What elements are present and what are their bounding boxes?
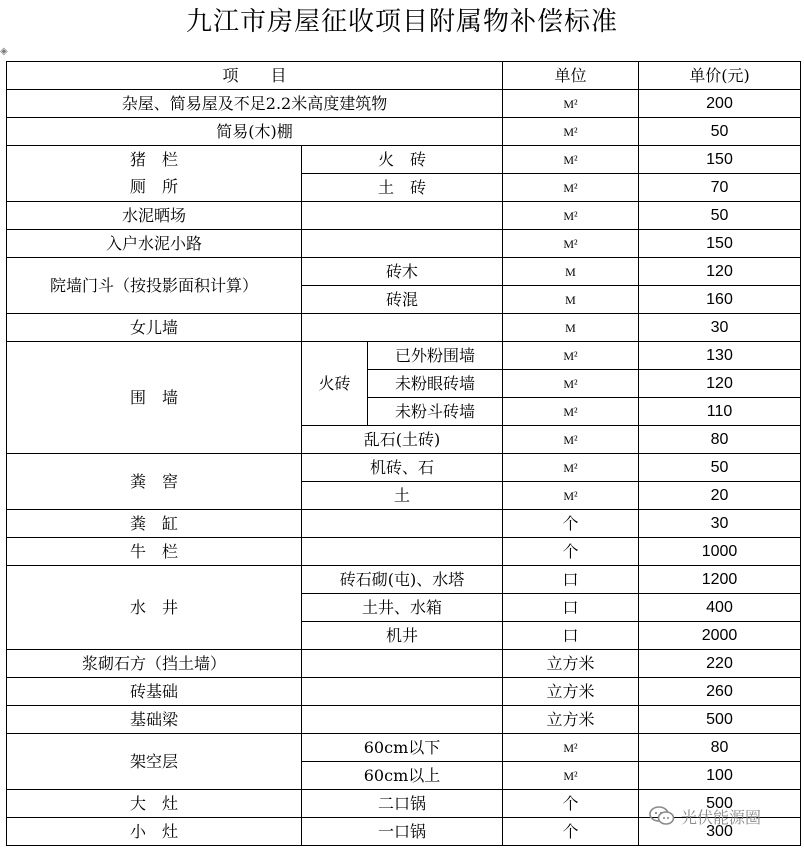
unit-cell: M² [503,342,639,370]
price-cell: 50 [639,118,801,146]
sub-cell: 砖混 [302,286,503,314]
unit-cell: M² [503,118,639,146]
wechat-bubble-icon [649,805,675,827]
price-cell: 110 [639,398,801,426]
unit-cell: M² [503,454,639,482]
unit-cell: M² [503,482,639,510]
table-row [7,510,801,538]
table-row [7,706,801,734]
sub-cell: 已外粉围墙 [368,342,503,370]
empty-cell [302,678,503,706]
table-row [7,90,801,118]
table-row [7,734,801,762]
price-cell: 2000 [639,622,801,650]
item-cell: 大 灶 [7,790,302,818]
unit-cell: M² [503,370,639,398]
unit-cell: M [503,286,639,314]
price-cell: 30 [639,510,801,538]
unit-cell: 个 [503,790,639,818]
group-cell: 粪 窖 [7,454,302,510]
price-cell: 30 [639,314,801,342]
item-cell: 水泥晒场 [7,202,302,230]
unit-cell: M [503,314,639,342]
table-row [7,538,801,566]
unit-cell: 立方米 [503,678,639,706]
price-cell: 160 [639,286,801,314]
table-row [7,146,801,174]
price-cell: 400 [639,594,801,622]
header-price: 单价(元) [639,62,801,90]
unit-cell: M² [503,426,639,454]
unit-cell: 个 [503,818,639,846]
price-cell: 1000 [639,538,801,566]
table-row [7,230,801,258]
unit-cell: 立方米 [503,650,639,678]
group-cell: 猪 栏 [7,146,302,174]
price-cell: 150 [639,230,801,258]
group-cell: 厕 所 [7,174,302,202]
table-row [7,314,801,342]
watermark [649,801,761,831]
empty-cell [302,202,503,230]
watermark-text: 光伏能源圈 [681,807,762,827]
group-cell: 架空层 [7,734,302,790]
sub-cell: 砖石砌(屯)、水塔 [302,566,503,594]
price-cell: 50 [639,454,801,482]
sub-cell: 未粉眼砖墙 [368,370,503,398]
unit-cell: 个 [503,510,639,538]
empty-cell [302,538,503,566]
group-cell: 院墙门斗（按投影面积计算） [7,258,302,314]
item-cell: 砖基础 [7,678,302,706]
sub-cell: 一口锅 [302,818,503,846]
sub-cell: 二口锅 [302,790,503,818]
item-cell: 浆砌石方（挡土墙） [7,650,302,678]
empty-cell [302,230,503,258]
sub-cell: 火 砖 [302,146,503,174]
unit-cell: 个 [503,538,639,566]
price-cell: 300 [639,818,801,846]
unit-cell: M² [503,146,639,174]
empty-cell [302,706,503,734]
unit-cell: 口 [503,566,639,594]
sub-cell: 60cm以下 [302,734,503,762]
unit-cell: M² [503,174,639,202]
sub-cell: 机砖、石 [302,454,503,482]
item-cell: 粪 缸 [7,510,302,538]
empty-cell [302,314,503,342]
price-cell: 100 [639,762,801,790]
table-row [7,202,801,230]
sub-cell: 未粉斗砖墙 [368,398,503,426]
sub-cell: 机井 [302,622,503,650]
unit-cell: M² [503,762,639,790]
table-row [7,678,801,706]
empty-cell [302,510,503,538]
price-cell: 80 [639,734,801,762]
item-cell: 小 灶 [7,818,302,846]
price-cell: 80 [639,426,801,454]
unit-cell: M² [503,230,639,258]
sub-cell: 土 [302,482,503,510]
price-cell: 130 [639,342,801,370]
unit-cell: M [503,258,639,286]
table-row [7,258,801,286]
table-row [7,650,801,678]
price-cell: 70 [639,174,801,202]
price-cell: 500 [639,790,801,818]
header-unit: 单位 [503,62,639,90]
price-cell: 120 [639,370,801,398]
unit-cell: M² [503,398,639,426]
unit-cell: 口 [503,594,639,622]
group-cell: 水 井 [7,566,302,650]
price-cell: 260 [639,678,801,706]
price-cell: 150 [639,146,801,174]
unit-cell: 口 [503,622,639,650]
corner-mark: ◈ [0,46,8,57]
table-row [7,454,801,482]
price-cell: 200 [639,90,801,118]
item-cell: 入户水泥小路 [7,230,302,258]
unit-cell: 立方米 [503,706,639,734]
unit-cell: M² [503,734,639,762]
item-cell: 牛 栏 [7,538,302,566]
table-row [7,174,801,202]
unit-cell: M² [503,202,639,230]
price-cell: 50 [639,202,801,230]
document-title: 九江市房屋征收项目附属物补偿标准 [185,7,618,37]
unit-cell: M² [503,90,639,118]
sub-cell: 乱石(土砖) [302,426,503,454]
mid-cell: 火砖 [302,342,368,426]
item-cell: 基础梁 [7,706,302,734]
sub-cell: 土井、水箱 [302,594,503,622]
header-item: 项 目 [7,62,503,90]
group-cell: 围 墙 [7,342,302,454]
table-header-row [7,62,801,90]
sub-cell: 砖木 [302,258,503,286]
price-cell: 1200 [639,566,801,594]
table-row [7,342,801,370]
price-cell: 500 [639,706,801,734]
item-cell: 简易(木)棚 [7,118,503,146]
sub-cell: 土 砖 [302,174,503,202]
empty-cell [302,650,503,678]
table-row [7,118,801,146]
item-cell: 杂屋、简易屋及不足2.2米高度建筑物 [7,90,503,118]
sub-cell: 60cm以上 [302,762,503,790]
price-cell: 120 [639,258,801,286]
price-cell: 220 [639,650,801,678]
compensation-table [6,61,801,846]
price-cell: 20 [639,482,801,510]
table-row [7,566,801,594]
item-cell: 女儿墙 [7,314,302,342]
